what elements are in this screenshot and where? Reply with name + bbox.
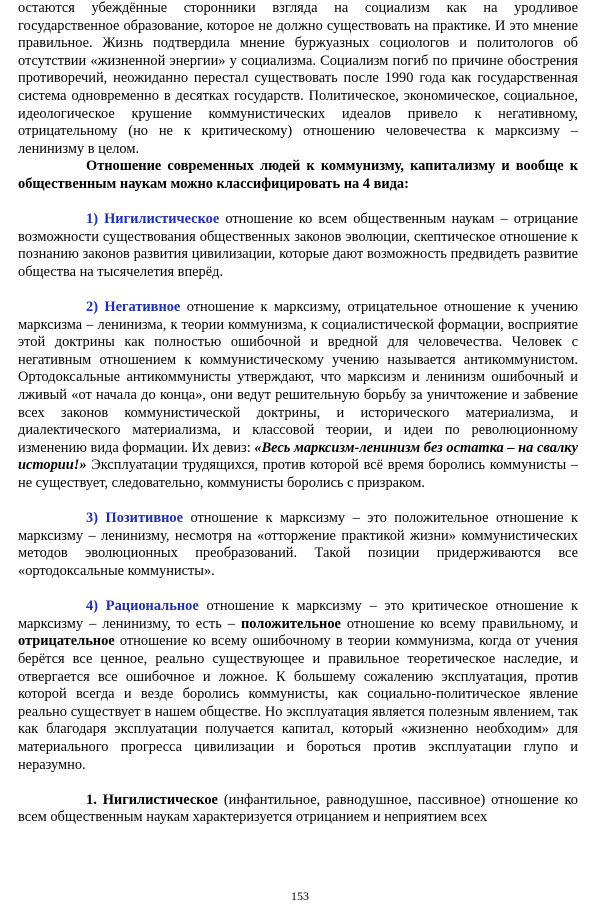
final-paragraph <box>18 792 578 827</box>
item-4-bold-b: отрицательное <box>18 633 115 650</box>
final-term: Нигилистическое <box>102 791 218 808</box>
page-number: 153 <box>291 889 309 903</box>
item-2-motto: «Весь марксизм-ленинизм без остатка – на свалку истории!» <box>18 439 578 474</box>
item-1-number: 1) <box>86 211 98 228</box>
item-4-bold-a: положительное <box>240 615 341 632</box>
item-2-text-b: Эксплуатации трудящихся, против которой всё время боролись коммунисты – не существует, следовательно, коммунисты боролись с призраком. <box>18 457 578 492</box>
item-4-number: 4) <box>86 598 98 615</box>
item-2-paragraph <box>18 299 578 493</box>
spacer <box>18 581 578 599</box>
item-2-number: 2) <box>86 299 98 316</box>
item-1-term: Нигилистическое <box>104 211 220 228</box>
item-2-text-a: отношение к марксизму, отрицательное отношение к учению марксизма – ленинизма, к теории коммунизма, к социалистической формации, восприятие этой доктрины как полностью ошибочной и вредной для человечества. Человек с негативным отношением к коммунистическому учению называется антикоммунистом. Ортодоксальные антикоммунисты утверждают, что марксизм и ленинизм ошибочный и лживый «от начала до конца», они ведут решительную борьбу за уничтожение и забвение всех законов коммунистической доктрины, и исторического материализма, и диалектического материализма, и классовой теории, и идеи по революционному изменению вида формации. Их девиз: <box>18 299 578 456</box>
item-4-paragraph <box>18 598 578 774</box>
spacer <box>18 194 578 212</box>
final-number: 1. <box>86 791 97 808</box>
item-3-text: отношение к марксизму – это положительное отношение к марксизму – ленинизму, несмотря на «отторжение практикой жизни» коммунистических методов эволюционных преобразований. Такой позиции придерживаются все «ортодоксальные коммунисты». <box>18 510 578 579</box>
item-4-term: Рациональное <box>105 598 199 615</box>
item-4-text-a: отношение к марксизму – это критическое отношение к марксизму – ленинизму, то есть – <box>18 598 578 632</box>
item-4-text-b: отношение ко всему правильному, и <box>346 615 578 632</box>
section-heading: Отношение современных людей к коммунизму, капитализму и вообще к общественным наукам можно классифицировать на 4 вида: <box>18 158 578 192</box>
item-3-number: 3) <box>86 510 98 527</box>
item-4-text-c: отношение ко всему ошибочному в теории коммунизма, когда от учения берётся все ценное, реально существующее и правильное теоретическое наследие, и отвергается все ошибочное и ложное. К большему сожалению эксплуатация, против которой всегда и везде боролись коммунисты, как социально-политическое явление реально существует в нашем обществе. Но эксплуатация является полезным явлением, так как благодаря эксплуатации получается капитал, который «жизненно необходим» для материального прогресса цивилизации и бороться против эксплуатации глупо и неразумно. <box>18 633 578 773</box>
item-1-text: отношение ко всем общественным наукам – отрицание возможности существования общественных законов эволюции, скептическое отношение к познанию законов развития цивилизации, которые дают возможность предвидеть развитие общества на тысячелетия вперёд. <box>18 211 578 280</box>
final-text: (инфантильное, равнодушное, пассивное) отношение ко всем общественным наукам характеризуется отрицанием и неприятием всех <box>18 791 578 826</box>
spacer <box>18 282 578 300</box>
page-body <box>18 0 578 827</box>
intro-paragraph: остаются убеждённые сторонники взгляда на социализм как на уродливое государственное образование, которое не должно существовать на практике. И это мнение правильное. Жизнь подтвердила мнение буржуазных социологов и политологов об отсутствии «жизненной энергии» у социализма. Социализм погиб по причине обострения противоречий, неожиданно перестал существовать после 1990 года как государственная система одновременно в десятках государств. Политическое, экономическое, социальное, идеологическое крушение коммунистических идеалов привело к негативному, отрицательному (но не к критическому) отношению человечества к марксизму – ленинизму в целом. <box>18 0 578 157</box>
spacer <box>18 493 578 511</box>
item-1-paragraph <box>18 211 578 281</box>
spacer <box>18 774 578 792</box>
item-2-term: Негативное <box>104 299 181 316</box>
item-3-term: Позитивное <box>105 510 183 527</box>
item-3-paragraph <box>18 510 578 580</box>
